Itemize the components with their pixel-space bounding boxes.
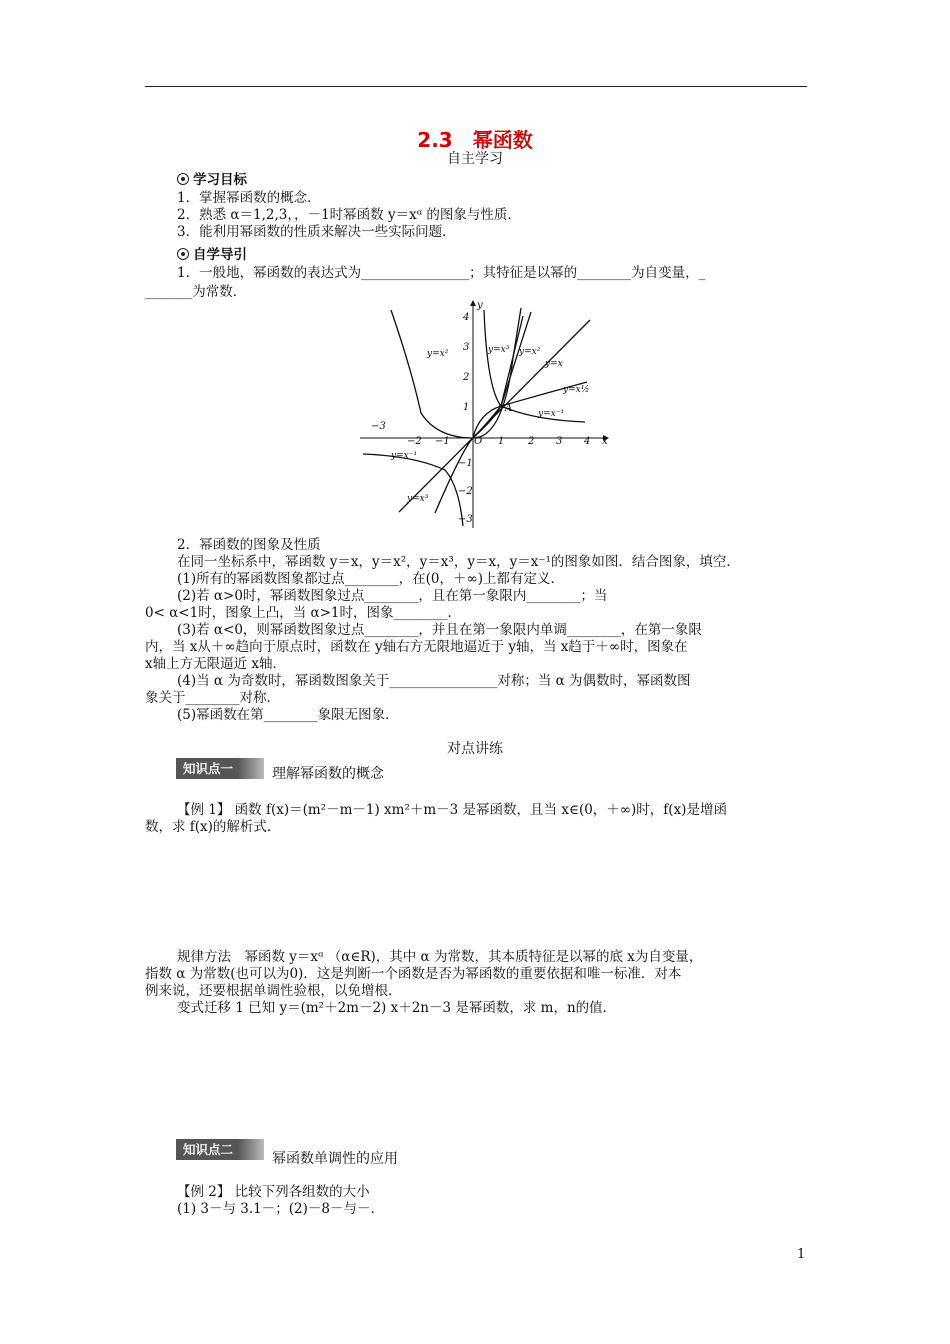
knowledge-point-label: 理解幂函数的概念	[272, 766, 384, 782]
tick-label: −2	[407, 436, 422, 447]
section-subtitle: 自主学习	[447, 151, 503, 167]
method-line: 例来说，还要根据单调性验根，以免增根．	[145, 983, 402, 999]
knowledge-point-badge: 知识点一	[176, 758, 264, 779]
bullet-circle-icon	[177, 173, 189, 185]
tick-label: −1	[435, 436, 450, 447]
curve-y-x-inv-pos	[484, 310, 585, 422]
section2-line: 0< α<1时，图象上凸，当 α>1时，图象________．	[145, 605, 462, 621]
guide-item-1-cont: _______为常数．	[145, 284, 247, 300]
example-1-line: 【例 1】 函数 f(x)＝(m²－m－1) xm²＋m－3 是幂函数，且当 x∈(0，＋∞)时，f(x)是增函	[177, 802, 727, 818]
curve-label: y=x	[545, 359, 563, 369]
tick-label: 4	[463, 312, 470, 323]
guide-item-1: 1．一般地，幂函数的表达式为________________；其特征是以幂的________为自变量，_	[177, 265, 706, 281]
tick-label: −1	[458, 458, 473, 469]
guide-heading: 自学导引	[177, 243, 247, 263]
tick-label: −3	[458, 514, 473, 525]
axis-label-x: x	[602, 436, 608, 447]
tick-label: O	[474, 436, 483, 447]
method-line: 指数 α 为常数(也可以为0)．这是判断一个函数是否为幂函数的重要依据和唯一标准．对本	[145, 966, 682, 982]
curve-label: y=x½	[563, 385, 590, 395]
curve-y-x2	[391, 308, 521, 438]
tick-label: 2	[528, 436, 535, 447]
example-1-line: 数，求 f(x)的解析式．	[145, 819, 281, 835]
tick-label: −2	[458, 486, 473, 497]
tick-label: 4	[584, 436, 591, 447]
curve-label: y=x⁻¹	[538, 409, 565, 419]
section2-line: (3)若 α<0，则幂函数图象过点________，并且在第一象限内单调________，在第一象限	[177, 622, 702, 638]
goals-heading: 学习目标	[177, 168, 247, 188]
section2-line: 象关于________对称．	[145, 690, 280, 706]
example-2-line: 【例 2】 比较下列各组数的大小	[177, 1184, 370, 1200]
practice-heading: 对点讲练	[447, 741, 503, 757]
header-rule	[145, 86, 807, 87]
point-A	[499, 404, 503, 408]
bullet-circle-icon	[177, 248, 189, 260]
goal-item: 1．掌握幂函数的概念．	[177, 190, 321, 206]
point-label: A	[505, 403, 513, 414]
knowledge-point-label: 幂函数单调性的应用	[272, 1151, 398, 1167]
curve-y-x-inv-neg	[363, 454, 463, 526]
curve-label: y=x⁻¹	[391, 451, 418, 461]
tick-label: −3	[371, 421, 386, 432]
section2-line: 在同一坐标系中，幂函数 y＝x，y＝x²，y＝x³，y＝x，y＝x⁻¹的图象如图．结合图象，填空．	[177, 554, 740, 570]
goal-item: 3．能利用幂函数的性质来解决一些实际问题．	[177, 224, 456, 240]
tick-label: 1	[498, 436, 505, 447]
curve-label: y=x³	[488, 345, 510, 355]
tick-label: 3	[463, 342, 470, 353]
tick-label: 3	[556, 436, 563, 447]
curve-label: y=x²	[519, 347, 541, 357]
variant-1-line: 变式迁移 1 已知 y＝(m²＋2m－2) x＋2n－3 是幂函数，求 m，n的值．	[177, 1000, 617, 1016]
curve-label: y=x²	[427, 349, 449, 359]
section2-line: x轴上方无限逼近 x轴．	[145, 656, 287, 672]
curve-label: y=x³	[407, 494, 429, 504]
method-line: 规律方法 幂函数 y＝xᵅ （α∈R)，其中 α 为常数，其本质特征是以幂的底 x为自变量，	[177, 949, 703, 965]
curve-y-x3	[435, 316, 523, 513]
example-2-line: (1) 3－与 3.1－；(2)－8－与－．	[177, 1201, 384, 1217]
section2-line: 内，当 x从＋∞趋向于原点时，函数在 y轴右方无限地逼近于 y轴，当 x趋于＋∞时，图象在	[145, 639, 688, 655]
section2-line: (5)幂函数在第________象限无图象．	[177, 707, 399, 723]
goal-item: 2．熟悉 α＝1,2,3，，－1时幂函数 y＝xᵅ 的图象与性质．	[177, 207, 521, 223]
page-number: 1	[797, 1247, 806, 1262]
tick-label: 2	[463, 372, 470, 383]
tick-label: 1	[463, 402, 470, 413]
section2-line: 2．幂函数的图象及性质	[177, 537, 321, 553]
page-title: 2.3 幂函数	[417, 128, 533, 152]
section2-line: (2)若 α>0时，幂函数图象过点________，且在第一象限内________；当	[177, 588, 608, 604]
power-function-graph	[355, 298, 615, 533]
section2-line: (4)当 α 为奇数时，幂函数图象关于________________对称；当 α 为偶数时，幂函数图	[177, 673, 691, 689]
section2-line: (1)所有的幂函数图象都过点________，在(0，＋∞)上都有定义．	[177, 571, 564, 587]
axis-label-y: y	[477, 300, 483, 311]
knowledge-point-badge: 知识点二	[176, 1139, 264, 1160]
